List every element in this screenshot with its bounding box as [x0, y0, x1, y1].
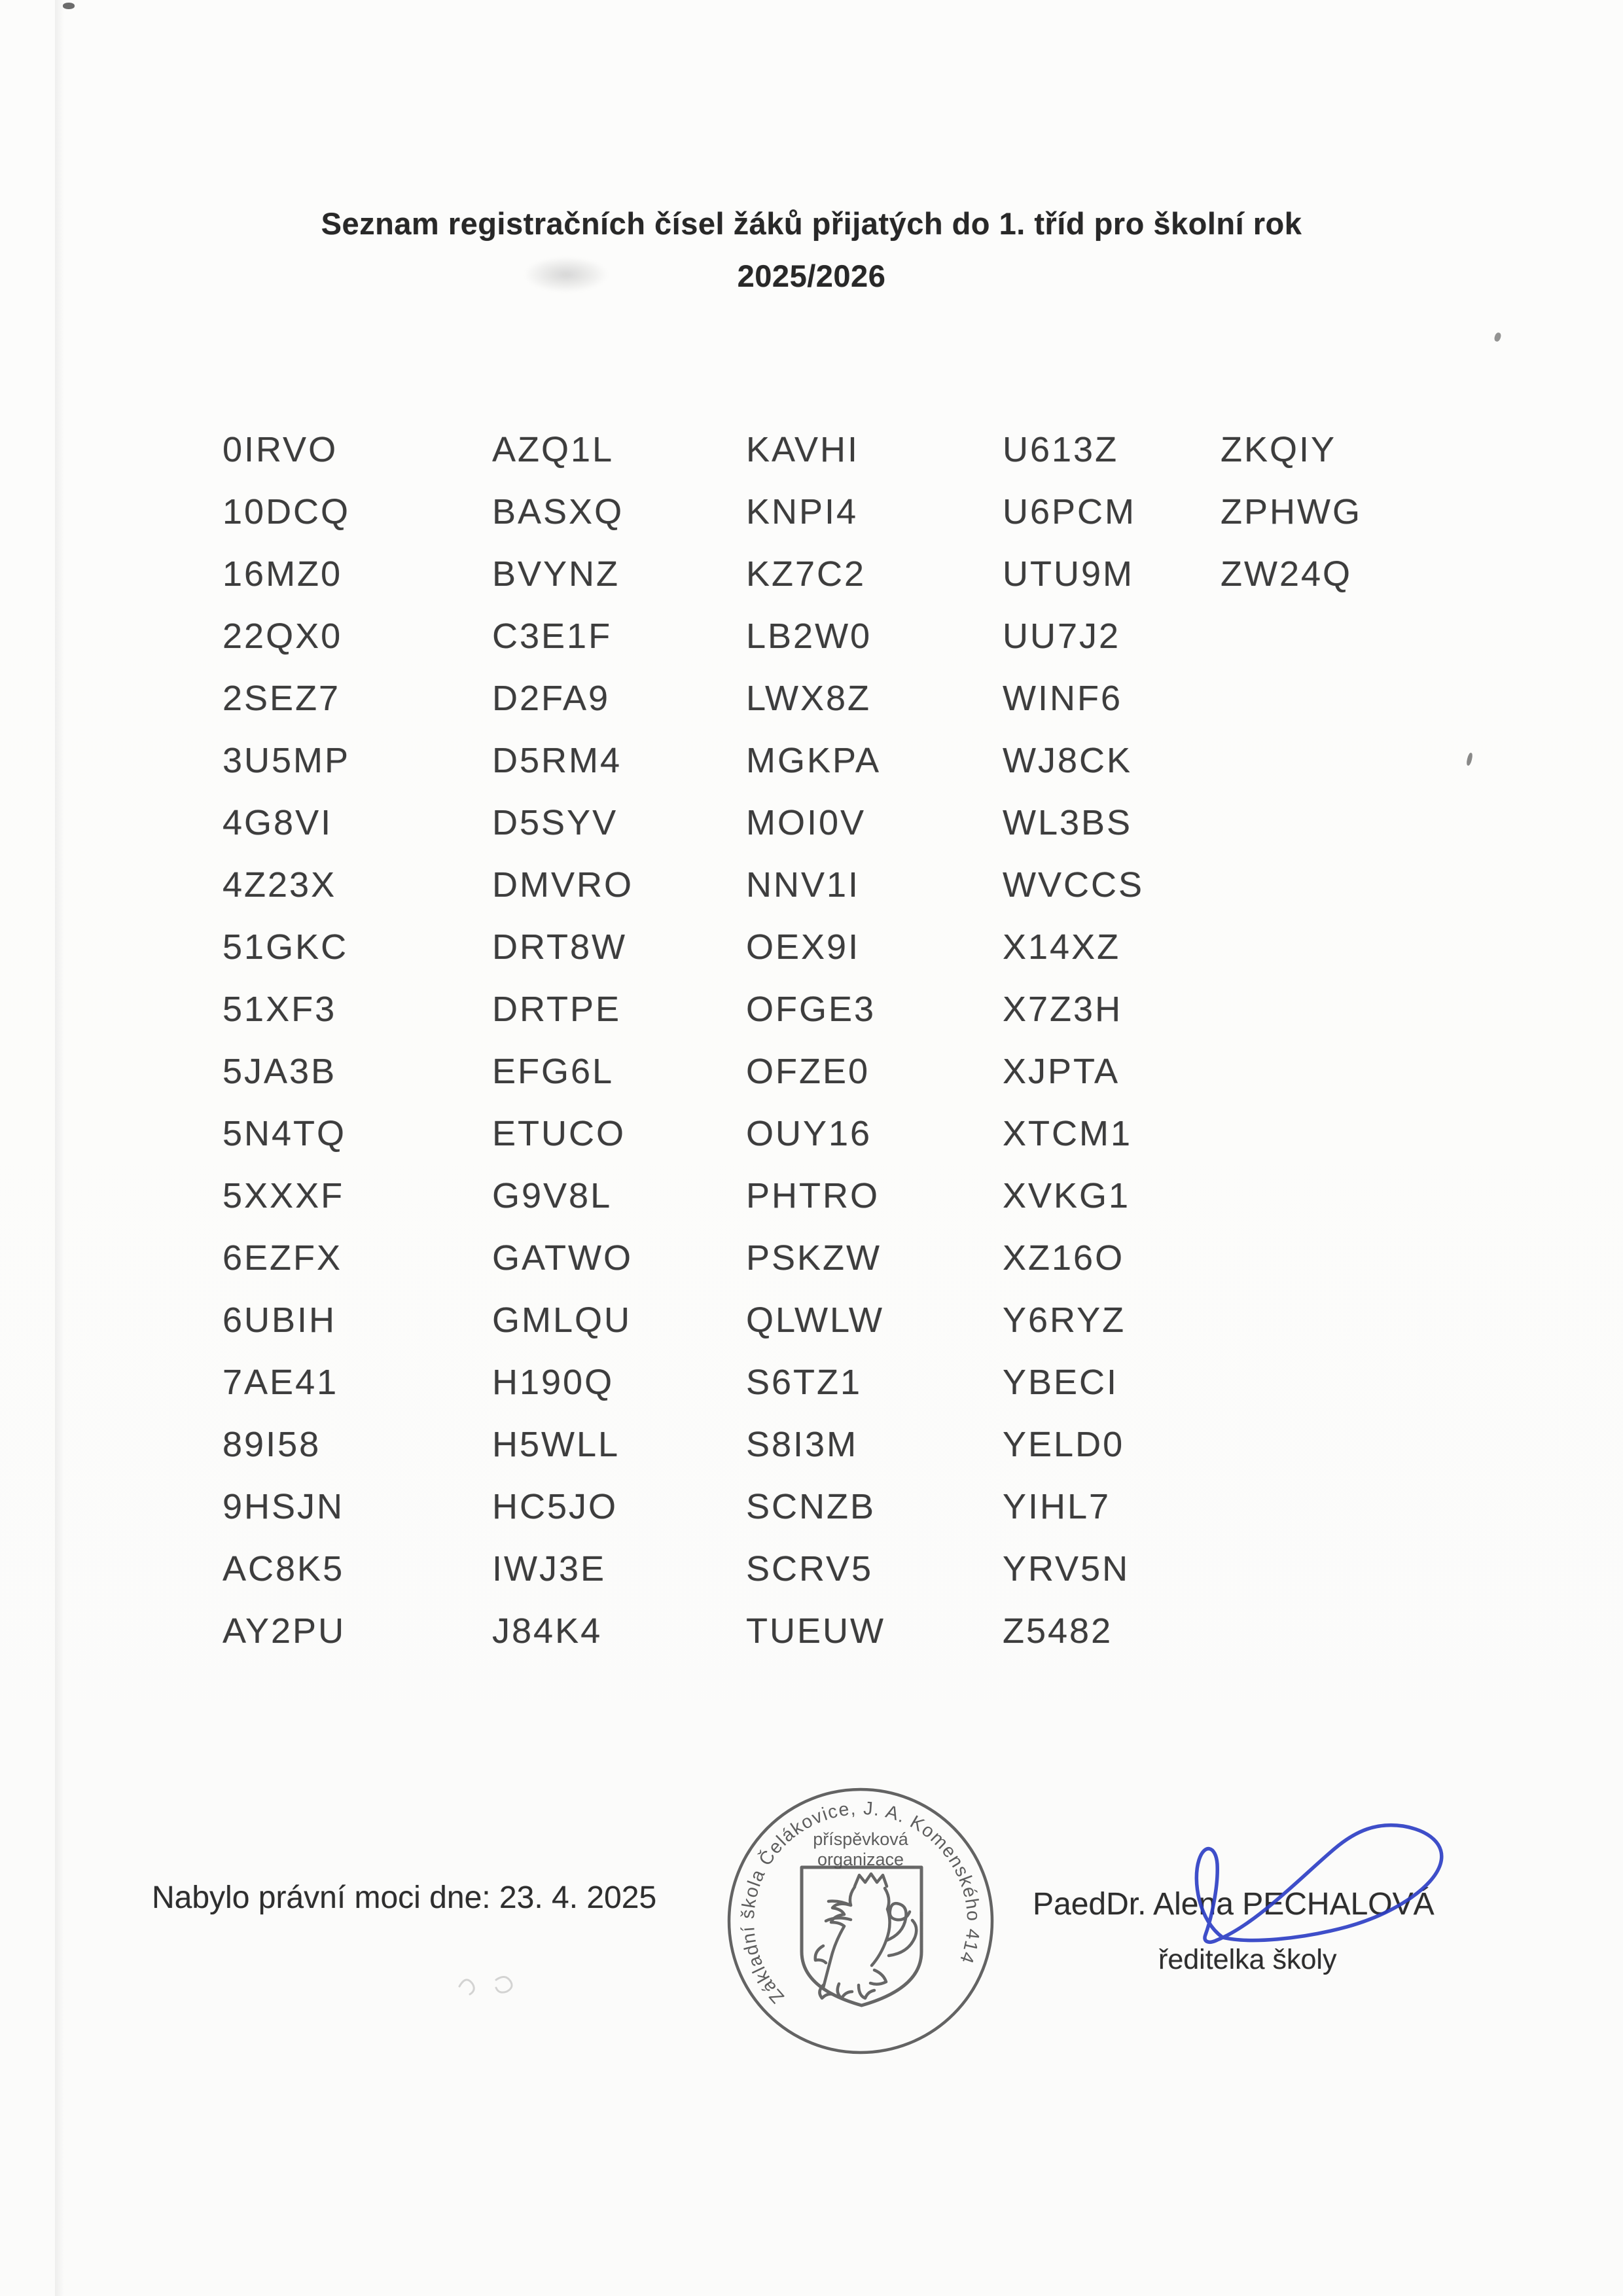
registration-code: U613Z — [1003, 430, 1119, 469]
registration-code: DRT8W — [492, 927, 628, 967]
registration-code: HC5JO — [492, 1487, 618, 1526]
registration-code: XTCM1 — [1003, 1114, 1133, 1153]
pencil-scribble — [452, 1960, 556, 2006]
registration-code: TUEUW — [746, 1611, 885, 1651]
registration-code: 10DCQ — [223, 492, 351, 531]
registration-code: OEX9I — [746, 927, 861, 967]
registration-code: S6TZ1 — [746, 1363, 863, 1402]
registration-code: 5N4TQ — [223, 1114, 347, 1153]
registration-code: H190Q — [492, 1363, 615, 1402]
registration-code: QLWLW — [746, 1300, 884, 1340]
registration-code: X14XZ — [1003, 927, 1121, 967]
registration-code: 51GKC — [223, 927, 349, 967]
registration-code: LB2W0 — [746, 617, 872, 656]
registration-code: 22QX0 — [223, 617, 343, 656]
codes-column-3 — [746, 419, 885, 1662]
registration-code: ZW24Q — [1221, 554, 1353, 594]
registration-code: H5WLL — [492, 1425, 620, 1464]
page-title — [0, 198, 1623, 302]
registration-code: GATWO — [492, 1238, 633, 1278]
registration-code: D5SYV — [492, 803, 618, 842]
registration-code: OFGE3 — [746, 990, 876, 1029]
registration-code: IWJ3E — [492, 1549, 607, 1588]
registration-code: 9HSJN — [223, 1487, 345, 1526]
registration-code: KAVHI — [746, 430, 860, 469]
registration-code: Z5482 — [1003, 1611, 1113, 1651]
lion-crown — [855, 1874, 887, 1886]
stamp-lion-shield-emblem — [802, 1867, 921, 2005]
stamp-inner-line2: organizace — [817, 1850, 904, 1869]
stamp-inner-line1: příspěvková — [813, 1829, 908, 1849]
codes-column-1 — [223, 419, 350, 1662]
stamp-ring-text: Základní škola Čelákovice, J. A. Komenského 414 — [737, 1798, 984, 2008]
registration-code: 16MZ0 — [223, 554, 343, 594]
registration-code: ETUCO — [492, 1114, 626, 1153]
registration-code: 5XXXF — [223, 1176, 345, 1215]
registration-code: 4Z23X — [223, 865, 337, 905]
registration-code: DRTPE — [492, 990, 622, 1029]
school-round-stamp — [720, 1780, 1001, 2062]
registration-code: WL3BS — [1003, 803, 1133, 842]
registration-code: GMLQU — [492, 1300, 632, 1340]
handwritten-signature — [1158, 1821, 1472, 1965]
registration-code: AY2PU — [223, 1611, 346, 1651]
signatory-role: ředitelka školy — [1158, 1944, 1337, 1975]
registration-code: KZ7C2 — [746, 554, 866, 594]
registration-code: BVYNZ — [492, 554, 620, 594]
registration-code: XZ16O — [1003, 1238, 1125, 1278]
scan-speck — [1466, 752, 1474, 766]
registration-code: 7AE41 — [223, 1363, 339, 1402]
registration-code: G9V8L — [492, 1176, 613, 1215]
legal-effect-line: Nabylo právní moci dne: 23. 4. 2025 — [152, 1880, 657, 1915]
scan-edge-shading — [55, 0, 64, 2296]
registration-code: S8I3M — [746, 1425, 859, 1464]
registration-code: 0IRVO — [223, 430, 338, 469]
registration-code: 51XF3 — [223, 990, 337, 1029]
registration-code: KNPI4 — [746, 492, 859, 531]
registration-code: 2SEZ7 — [223, 679, 341, 718]
registration-code: SCRV5 — [746, 1549, 874, 1588]
registration-code: 89I58 — [223, 1425, 321, 1464]
registration-code: DMVRO — [492, 865, 633, 905]
registration-code: 4G8VI — [223, 803, 333, 842]
registration-code: LWX8Z — [746, 679, 872, 718]
scan-speck — [63, 3, 75, 9]
page-title-line1: Seznam registračních čísel žáků přijatých do 1. tříd pro školní rok — [321, 206, 1302, 241]
registration-code: 6EZFX — [223, 1238, 343, 1278]
registration-code: ZPHWG — [1221, 492, 1362, 531]
signature-stroke — [1196, 1825, 1441, 1943]
registration-code: UU7J2 — [1003, 617, 1121, 656]
registration-code: YRV5N — [1003, 1549, 1130, 1588]
registration-code: YELD0 — [1003, 1425, 1125, 1464]
registration-code: PHTRO — [746, 1176, 880, 1215]
codes-column-5 — [1221, 419, 1362, 605]
registration-code: AC8K5 — [223, 1549, 345, 1588]
registration-code: WVCCS — [1003, 865, 1144, 905]
signatory-name: PaedDr. Alena PECHALOVÁ — [1033, 1887, 1435, 1922]
registration-code: D5RM4 — [492, 741, 622, 780]
registration-code: ZKQIY — [1221, 430, 1337, 469]
registration-code: NNV1I — [746, 865, 861, 905]
registration-code: UTU9M — [1003, 554, 1134, 594]
registration-code: MOI0V — [746, 803, 866, 842]
registration-code: D2FA9 — [492, 679, 611, 718]
registration-code: X7Z3H — [1003, 990, 1123, 1029]
registration-code: SCNZB — [746, 1487, 876, 1526]
registration-code: XVKG1 — [1003, 1176, 1131, 1215]
registration-code: 6UBIH — [223, 1300, 337, 1340]
registration-code: WJ8CK — [1003, 741, 1133, 780]
scan-speck — [1493, 332, 1502, 342]
registration-code: C3E1F — [492, 617, 613, 656]
codes-column-4 — [1003, 419, 1144, 1662]
registration-code: 5JA3B — [223, 1052, 337, 1091]
registration-code: J84K4 — [492, 1611, 603, 1651]
registration-code: WINF6 — [1003, 679, 1122, 718]
registration-code: OFZE0 — [746, 1052, 870, 1091]
registration-code: YIHL7 — [1003, 1487, 1111, 1526]
registration-code: U6PCM — [1003, 492, 1137, 531]
registration-code: BASXQ — [492, 492, 624, 531]
registration-code: XJPTA — [1003, 1052, 1120, 1091]
registration-code: OUY16 — [746, 1114, 872, 1153]
registration-code: PSKZW — [746, 1238, 882, 1278]
registration-code: Y6RYZ — [1003, 1300, 1126, 1340]
registration-code: 3U5MP — [223, 741, 351, 780]
registration-code: YBECI — [1003, 1363, 1119, 1402]
registration-code: AZQ1L — [492, 430, 615, 469]
codes-column-2 — [492, 419, 633, 1662]
registration-code: EFG6L — [492, 1052, 615, 1091]
registration-code: MGKPA — [746, 741, 882, 780]
page-title-line2: 2025/2026 — [737, 259, 886, 293]
